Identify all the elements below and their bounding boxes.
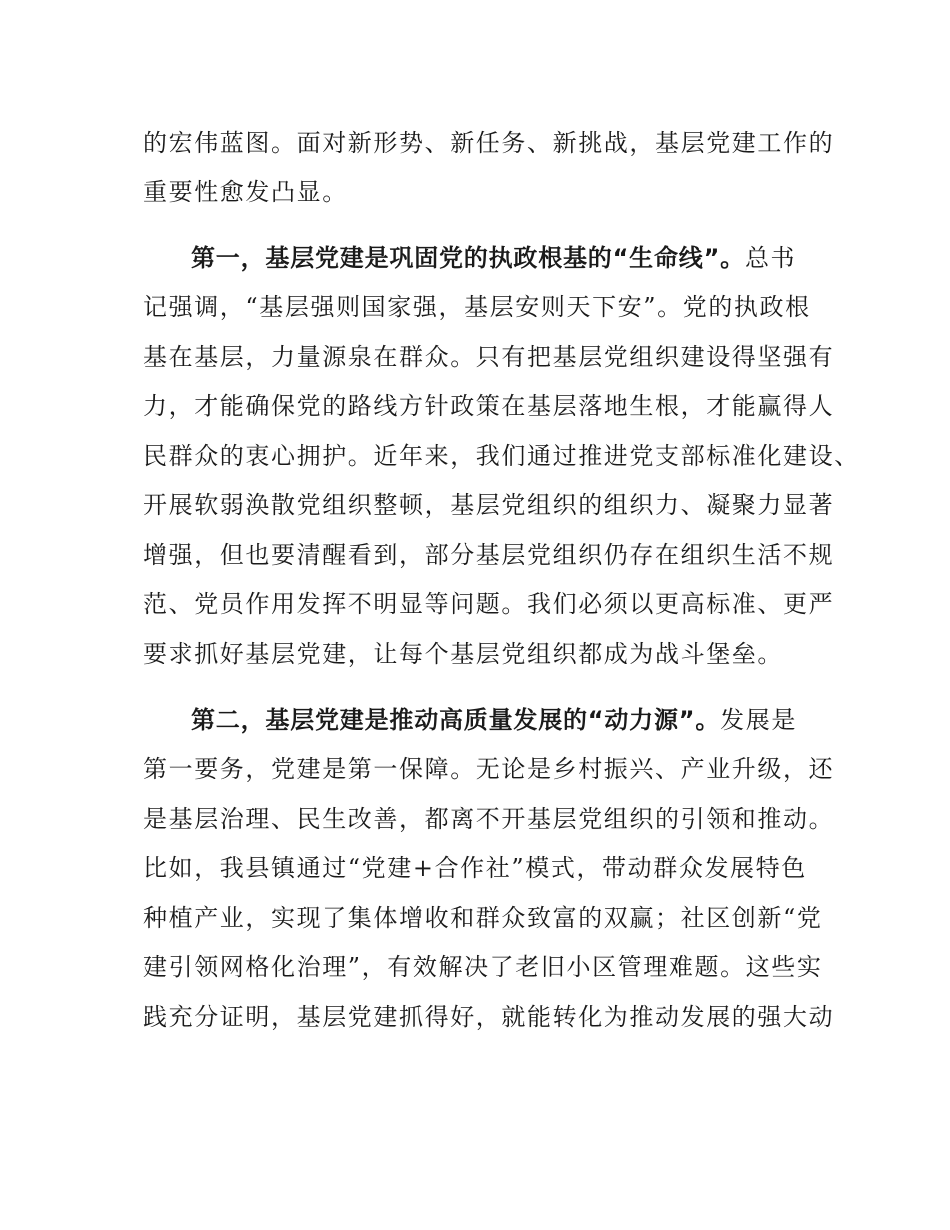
- paragraph-line: 种植产业，实现了集体增收和群众致富的双赢；社区创新“党: [143, 904, 823, 932]
- paragraph-line: 的宏伟蓝图。面对新形势、新任务、新挑战，基层党建工作的: [143, 129, 835, 157]
- paragraph-line: 记强调，“基层强则国家强，基层安则天下安”。党的执政根: [143, 293, 811, 321]
- paragraph-line: 建引领网格化治理”，有效解决了老旧小区管理难题。这些实: [143, 953, 823, 981]
- section-first-line: [191, 704, 813, 736]
- paragraph-line: 民群众的衷心拥护。近年来，我们通过推进党支部标准化建设、: [143, 442, 860, 470]
- paragraph-line: 第一要务，党建是第一保障。无论是乡村振兴、产业升级，还: [143, 755, 835, 783]
- section-text: 总书: [744, 244, 797, 272]
- section-heading: 第二，基层党建是推动高质量发展的“动力源”。: [191, 706, 721, 734]
- paragraph-line: 是基层治理、民生改善，都离不开基层党组织的引领和推动。: [143, 805, 835, 833]
- paragraph-line: 比如，我县镇通过“党建+合作社”模式，带动群众发展特色: [143, 854, 807, 882]
- paragraph-line: 范、党员作用发挥不明显等问题。我们必须以更高标准、更严: [143, 590, 835, 618]
- paragraph-line: 基在基层，力量源泉在群众。只有把基层党组织建设得坚强有: [143, 343, 835, 371]
- section-first-line: [191, 242, 813, 274]
- paragraph-line: 增强，但也要清醒看到，部分基层党组织仍存在组织生活不规: [143, 541, 835, 569]
- section-heading: 第一，基层党建是巩固党的执政根基的“生命线”。: [191, 244, 745, 272]
- paragraph-line: 要求抓好基层党建，让每个基层党组织都成为战斗堡垒。: [143, 640, 783, 668]
- paragraph-line: 力，才能确保党的路线方针政策在基层落地生根，才能赢得人: [143, 392, 835, 420]
- section-text: 发展是: [720, 706, 797, 734]
- paragraph-line: 开展软弱涣散党组织整顿，基层党组织的组织力、凝聚力显著: [143, 491, 835, 519]
- paragraph-line: 践充分证明，基层党建抓得好，就能转化为推动发展的强大动: [143, 1003, 835, 1031]
- paragraph-line: 重要性愈发凸显。: [143, 178, 348, 206]
